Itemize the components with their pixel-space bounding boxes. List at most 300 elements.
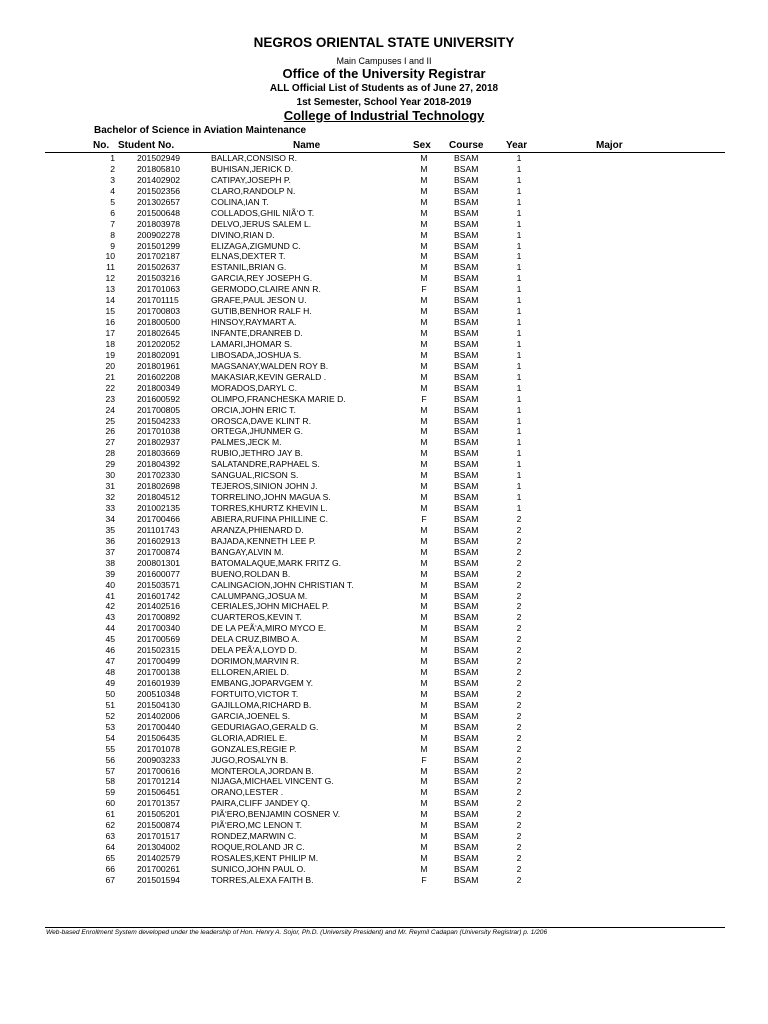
student-number-index: 31	[105, 481, 115, 492]
student-name: JUGO,ROSALYN B.	[211, 754, 289, 765]
student-name: TEJEROS,SINION JOHN J.	[211, 481, 318, 492]
student-course: BSAM	[454, 437, 479, 448]
student-number-index: 43	[105, 612, 115, 623]
student-sex: M	[420, 218, 428, 229]
student-course: BSAM	[454, 656, 479, 667]
student-name: NIJAGA,MICHAEL VINCENT G.	[211, 776, 334, 787]
student-number-index: 58	[105, 776, 115, 787]
student-number-index: 13	[105, 284, 115, 295]
student-year: 1	[516, 393, 522, 404]
column-header-no: No.	[93, 140, 110, 151]
student-year: 2	[516, 710, 522, 721]
table-row	[0, 459, 768, 470]
university-name: NEGROS ORIENTAL STATE UNIVERSITY	[253, 35, 515, 50]
student-id: 201802698	[137, 481, 181, 492]
student-name: MORADOS,DARYL C.	[211, 382, 297, 393]
student-id: 201504233	[137, 415, 181, 426]
student-id: 201601742	[137, 590, 181, 601]
table-row	[0, 798, 768, 809]
student-id: 201804392	[137, 459, 181, 470]
table-row	[0, 612, 768, 623]
student-name: PAIRA,CLIFF JANDEY Q.	[211, 798, 311, 809]
student-name: LAMARI,JHOMAR S.	[211, 338, 293, 349]
student-id: 201700892	[137, 612, 181, 623]
student-number-index: 9	[110, 240, 115, 251]
table-row	[0, 864, 768, 875]
student-name: BUHISAN,JERICK D.	[211, 163, 294, 174]
table-row	[0, 711, 768, 722]
student-year: 2	[516, 656, 522, 667]
student-year: 2	[516, 809, 522, 820]
campuses-label: Main Campuses I and II	[336, 56, 432, 66]
student-sex: M	[420, 153, 428, 163]
student-year: 2	[516, 743, 522, 754]
student-sex: M	[420, 481, 428, 492]
student-year: 1	[516, 174, 522, 185]
table-row	[0, 689, 768, 700]
student-name: CALINGACION,JOHN CHRISTIAN T.	[211, 579, 354, 590]
student-course: BSAM	[454, 382, 479, 393]
student-number-index: 3	[110, 174, 115, 185]
student-id: 201202052	[137, 338, 181, 349]
table-row	[0, 809, 768, 820]
student-name: ELNAS,DEXTER T.	[211, 251, 286, 262]
student-name: COLLADOS,GHIL NIÃ‘O T.	[211, 207, 315, 218]
student-number-index: 39	[105, 568, 115, 579]
student-sex: M	[420, 546, 428, 557]
student-number-index: 60	[105, 798, 115, 809]
table-row	[0, 536, 768, 547]
student-name: RUBIO,JETHRO JAY B.	[211, 448, 303, 459]
student-name: SALATANDRE,RAPHAEL S.	[211, 459, 320, 470]
student-course: BSAM	[454, 678, 479, 688]
student-course: BSAM	[454, 251, 479, 262]
table-row	[0, 634, 768, 645]
student-number-index: 35	[105, 524, 115, 535]
student-course: BSAM	[454, 448, 479, 459]
student-course: BSAM	[454, 295, 479, 306]
student-name: BATOMALAQUE,MARK FRITZ G.	[211, 557, 342, 568]
student-year: 2	[516, 513, 522, 524]
student-course: BSAM	[454, 524, 479, 535]
student-course: BSAM	[454, 645, 479, 656]
student-id: 201701078	[137, 743, 181, 754]
student-course: BSAM	[454, 349, 479, 360]
student-name: CATIPAY,JOSEPH P.	[211, 174, 291, 185]
student-course: BSAM	[454, 787, 479, 798]
student-year: 1	[516, 240, 522, 251]
student-id: 201700499	[137, 656, 181, 667]
student-course: BSAM	[454, 623, 479, 634]
student-name: OLIMPO,FRANCHESKA MARIE D.	[211, 393, 346, 404]
student-id: 201700803	[137, 306, 181, 317]
student-sex: M	[420, 196, 428, 207]
student-sex: M	[420, 743, 428, 754]
student-course: BSAM	[454, 863, 479, 874]
student-number-index: 14	[105, 295, 115, 306]
student-course: BSAM	[454, 721, 479, 732]
student-course: BSAM	[454, 874, 479, 885]
student-id: 201700874	[137, 546, 181, 557]
student-course: BSAM	[454, 470, 479, 481]
student-name: ELLOREN,ARIEL D.	[211, 667, 290, 678]
student-sex: M	[420, 535, 428, 546]
student-name: COLINA,IAN T.	[211, 196, 269, 207]
program-name: Bachelor of Science in Aviation Maintenance	[94, 125, 307, 136]
column-header-year: Year	[506, 140, 528, 151]
student-name: DELVO,JERUS SALEM L.	[211, 218, 312, 229]
table-row	[0, 569, 768, 580]
student-sex: M	[420, 229, 428, 240]
student-year: 1	[516, 492, 522, 503]
student-name: GARCIA,JOENEL S.	[211, 710, 290, 721]
student-sex: M	[420, 699, 428, 710]
student-number-index: 6	[110, 207, 115, 218]
student-year: 1	[516, 404, 522, 415]
table-row	[0, 645, 768, 656]
student-id: 201804512	[137, 492, 181, 503]
student-course: BSAM	[454, 699, 479, 710]
student-course: BSAM	[454, 765, 479, 776]
student-course: BSAM	[454, 273, 479, 284]
student-id: 201805810	[137, 163, 181, 174]
student-sex: M	[420, 360, 428, 371]
student-course: BSAM	[454, 174, 479, 185]
student-year: 2	[516, 787, 522, 798]
student-id: 201701038	[137, 426, 181, 437]
student-number-index: 63	[105, 831, 115, 842]
student-course: BSAM	[454, 393, 479, 404]
student-course: BSAM	[454, 360, 479, 371]
student-name: ORTEGA,JHUNMER G.	[211, 426, 303, 437]
table-row	[0, 842, 768, 853]
student-name: BUENO,ROLDAN B.	[211, 568, 291, 579]
student-number-index: 55	[105, 743, 115, 754]
student-course: BSAM	[454, 590, 479, 601]
table-row	[0, 241, 768, 252]
student-year: 2	[516, 721, 522, 732]
student-id: 201302657	[137, 196, 181, 207]
student-course: BSAM	[454, 809, 479, 820]
student-number-index: 64	[105, 842, 115, 853]
student-name: DE LA PEÃ‘A,MIRO MYCO E.	[211, 623, 327, 634]
table-row	[0, 591, 768, 602]
student-sex: M	[420, 524, 428, 535]
student-id: 201701063	[137, 284, 181, 295]
student-name: GONZALES,REGIE P.	[211, 743, 297, 754]
student-sex: M	[420, 240, 428, 251]
table-row	[0, 853, 768, 864]
student-name: CLARO,RANDOLP N.	[211, 185, 296, 196]
student-year: 1	[516, 360, 522, 371]
student-number-index: 18	[105, 338, 115, 349]
student-sex: M	[420, 426, 428, 437]
student-number-index: 42	[105, 601, 115, 612]
table-row	[0, 787, 768, 798]
student-sex: M	[420, 306, 428, 317]
student-number-index: 19	[105, 349, 115, 360]
table-row	[0, 700, 768, 711]
student-name: MONTEROLA,JORDAN B.	[211, 765, 314, 776]
student-year: 2	[516, 831, 522, 842]
student-id: 201700261	[137, 863, 181, 874]
student-name: SANGUAL,RICSON S.	[211, 470, 299, 481]
student-course: BSAM	[454, 284, 479, 295]
table-row	[0, 558, 768, 569]
student-year: 2	[516, 820, 522, 831]
student-number-index: 46	[105, 645, 115, 656]
college-name: College of Industrial Technology	[283, 108, 485, 123]
column-header-student-no: Student No.	[118, 140, 175, 151]
student-sex: M	[420, 656, 428, 667]
table-row	[0, 416, 768, 427]
student-year: 1	[516, 207, 522, 218]
student-number-index: 33	[105, 503, 115, 513]
student-name: ORANO,LESTER .	[211, 787, 284, 798]
table-row	[0, 295, 768, 306]
student-sex: F	[421, 754, 427, 765]
student-name: HINSOY,RAYMART A.	[211, 317, 297, 328]
student-id: 201702330	[137, 470, 181, 481]
student-year: 2	[516, 612, 522, 623]
table-row	[0, 503, 768, 514]
student-id: 201800500	[137, 317, 181, 328]
table-row	[0, 251, 768, 262]
student-sex: M	[420, 163, 428, 174]
student-id: 201602208	[137, 371, 181, 382]
student-course: BSAM	[454, 798, 479, 809]
student-name: OROSCA,DAVE KLINT R.	[211, 415, 311, 426]
student-name: CERIALES,JOHN MICHAEL P.	[211, 601, 329, 612]
student-id: 201402579	[137, 853, 181, 863]
table-row	[0, 831, 768, 842]
table-row	[0, 219, 768, 230]
student-number-index: 41	[105, 590, 115, 601]
student-id: 201402516	[137, 601, 181, 612]
student-number-index: 27	[105, 437, 115, 448]
footer-divider	[45, 927, 725, 928]
student-id: 201500874	[137, 820, 181, 831]
student-name: DORIMON,MARVIN R.	[211, 656, 300, 667]
student-sex: M	[420, 415, 428, 426]
student-id: 201505201	[137, 809, 181, 820]
student-sex: M	[420, 842, 428, 853]
student-year: 2	[516, 732, 522, 743]
student-year: 2	[516, 601, 522, 612]
student-year: 1	[516, 196, 522, 207]
table-row	[0, 492, 768, 503]
student-sex: M	[420, 688, 428, 699]
student-number-index: 54	[105, 732, 115, 743]
student-name: PIÃ‘ERO,BENJAMIN COSNER V.	[211, 809, 341, 820]
student-sex: F	[421, 284, 427, 295]
table-row	[0, 262, 768, 273]
student-name: CUARTEROS,KEVIN T.	[211, 612, 302, 623]
student-course: BSAM	[454, 371, 479, 382]
student-course: BSAM	[454, 481, 479, 492]
student-name: GRAFE,PAUL JESON U.	[211, 295, 307, 306]
student-sex: M	[420, 710, 428, 721]
student-number-index: 59	[105, 787, 115, 798]
student-name: INFANTE,DRANREB D.	[211, 328, 303, 338]
student-year: 2	[516, 568, 522, 579]
student-number-index: 23	[105, 393, 115, 404]
student-number-index: 30	[105, 470, 115, 481]
student-sex: F	[421, 513, 427, 524]
table-row	[0, 317, 768, 328]
table-row	[0, 339, 768, 350]
student-sex: M	[420, 557, 428, 568]
student-year: 2	[516, 579, 522, 590]
student-course: BSAM	[454, 163, 479, 174]
student-year: 1	[516, 382, 522, 393]
office-title: Office of the University Registrar	[282, 66, 486, 81]
student-number-index: 51	[105, 699, 115, 710]
table-row	[0, 601, 768, 612]
student-course: BSAM	[454, 338, 479, 349]
student-sex: M	[420, 382, 428, 393]
student-name: RONDEZ,MARWIN C.	[211, 831, 297, 842]
student-year: 2	[516, 623, 522, 634]
student-course: BSAM	[454, 513, 479, 524]
student-course: BSAM	[454, 196, 479, 207]
table-row	[0, 470, 768, 481]
table-row	[0, 284, 768, 295]
student-table	[0, 153, 768, 886]
table-row	[0, 875, 768, 886]
table-row	[0, 667, 768, 678]
table-row	[0, 405, 768, 416]
student-sex: M	[420, 601, 428, 612]
table-row	[0, 361, 768, 372]
student-id: 201502315	[137, 645, 181, 656]
student-sex: M	[420, 371, 428, 382]
student-number-index: 5	[110, 196, 115, 207]
table-row	[0, 547, 768, 558]
table-row	[0, 426, 768, 437]
student-year: 1	[516, 338, 522, 349]
student-sex: M	[420, 317, 428, 328]
student-sex: M	[420, 568, 428, 579]
student-name: GARCIA,REY JOSEPH G.	[211, 273, 313, 284]
student-number-index: 21	[105, 371, 115, 382]
student-course: BSAM	[454, 688, 479, 699]
student-course: BSAM	[454, 546, 479, 557]
student-id: 201701517	[137, 831, 181, 842]
student-name: GERMODO,CLAIRE ANN R.	[211, 284, 321, 295]
student-name: TORRELINO,JOHN MAGUA S.	[211, 492, 331, 503]
table-row	[0, 525, 768, 536]
student-year: 2	[516, 535, 522, 546]
student-course: BSAM	[454, 732, 479, 743]
student-course: BSAM	[454, 459, 479, 470]
student-name: BAJADA,KENNETH LEE P.	[211, 535, 316, 546]
student-year: 1	[516, 262, 522, 273]
student-sex: M	[420, 207, 428, 218]
student-id: 201503571	[137, 579, 181, 590]
student-number-index: 25	[105, 415, 115, 426]
student-number-index: 62	[105, 820, 115, 831]
student-year: 2	[516, 874, 522, 885]
student-sex: F	[421, 393, 427, 404]
table-row	[0, 350, 768, 361]
student-number-index: 66	[105, 863, 115, 874]
student-year: 1	[516, 218, 522, 229]
student-number-index: 28	[105, 448, 115, 459]
column-header-course: Course	[449, 140, 484, 151]
student-name: MAGSANAY,WALDEN ROY B.	[211, 360, 329, 371]
student-sex: M	[420, 174, 428, 185]
student-id: 200902278	[137, 229, 181, 240]
table-row	[0, 448, 768, 459]
student-course: BSAM	[454, 754, 479, 765]
student-year: 1	[516, 437, 522, 448]
student-name: FORTUITO,VICTOR T.	[211, 688, 299, 699]
student-number-index: 15	[105, 306, 115, 317]
student-name: CALUMPANG,JOSUA M.	[211, 590, 308, 601]
student-year: 1	[516, 306, 522, 317]
student-number-index: 1	[110, 153, 115, 163]
student-sex: M	[420, 798, 428, 809]
table-row	[0, 208, 768, 219]
table-row	[0, 656, 768, 667]
student-id: 201504130	[137, 699, 181, 710]
student-number-index: 61	[105, 809, 115, 820]
student-number-index: 26	[105, 426, 115, 437]
student-year: 1	[516, 229, 522, 240]
student-name: DELA CRUZ,BIMBO A.	[211, 634, 300, 645]
student-id: 201602913	[137, 535, 181, 546]
table-row	[0, 164, 768, 175]
student-sex: M	[420, 349, 428, 360]
list-as-of-date: ALL Official List of Students as of June 27, 2018	[269, 83, 499, 94]
student-year: 1	[516, 503, 522, 513]
student-id: 201501594	[137, 874, 181, 885]
student-number-index: 53	[105, 721, 115, 732]
student-id: 201700340	[137, 623, 181, 634]
student-sex: M	[420, 448, 428, 459]
student-course: BSAM	[454, 820, 479, 831]
student-year: 1	[516, 153, 522, 163]
student-name: SUNICO,JOHN PAUL O.	[211, 863, 306, 874]
student-course: BSAM	[454, 229, 479, 240]
student-year: 2	[516, 667, 522, 678]
student-number-index: 65	[105, 853, 115, 863]
student-course: BSAM	[454, 262, 479, 273]
student-id: 201700805	[137, 404, 181, 415]
table-row	[0, 394, 768, 405]
student-sex: M	[420, 273, 428, 284]
student-number-index: 4	[110, 185, 115, 196]
student-course: BSAM	[454, 503, 479, 513]
table-row	[0, 580, 768, 591]
student-number-index: 49	[105, 678, 115, 688]
student-course: BSAM	[454, 831, 479, 842]
student-number-index: 52	[105, 710, 115, 721]
student-course: BSAM	[454, 317, 479, 328]
student-sex: M	[420, 295, 428, 306]
student-year: 1	[516, 448, 522, 459]
student-name: EMBANG,JOPARVGEM Y.	[211, 678, 314, 688]
student-sex: M	[420, 185, 428, 196]
student-number-index: 40	[105, 579, 115, 590]
student-sex: M	[420, 645, 428, 656]
student-year: 2	[516, 853, 522, 863]
student-course: BSAM	[454, 218, 479, 229]
student-name: MAKASIAR,KEVIN GERALD .	[211, 371, 327, 382]
student-course: BSAM	[454, 240, 479, 251]
student-name: BANGAY,ALVIN M.	[211, 546, 284, 557]
